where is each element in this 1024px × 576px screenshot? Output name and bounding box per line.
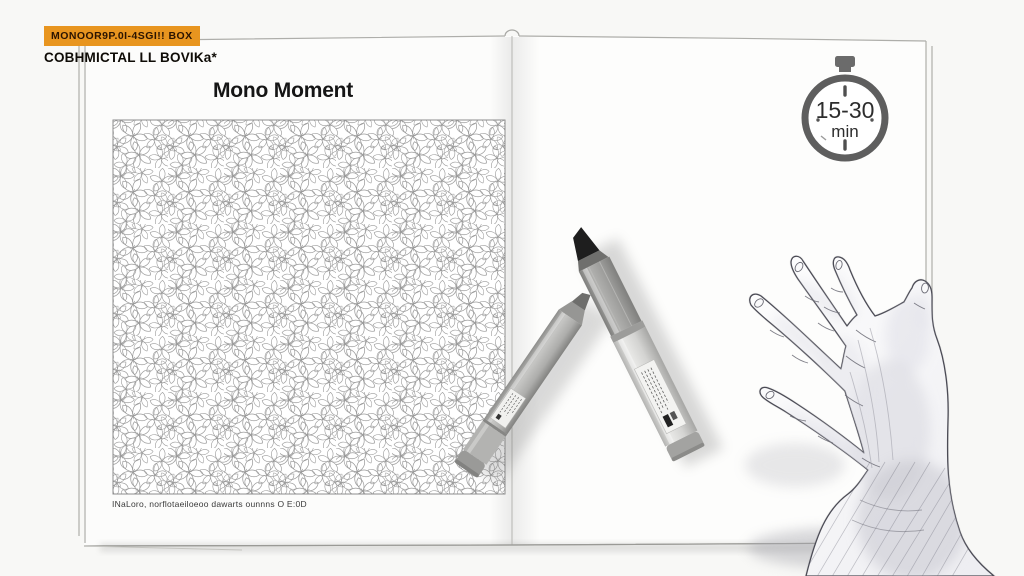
timer-range: 15-30 — [815, 97, 875, 123]
timer-unit: min — [831, 121, 859, 141]
badge — [44, 26, 200, 46]
badge-line1: MONOOR9P.0I-4SGI!! BOX — [51, 30, 193, 42]
spine-bump — [505, 30, 519, 36]
pattern-caption: INaLoro, norflotaeiloeoo dawarts ounnns O E:0D — [112, 499, 307, 509]
flower-pattern-square — [113, 120, 505, 494]
badge-line2: COBHMICTAL LL BOVIKa* — [44, 50, 217, 65]
timer-text — [800, 98, 890, 141]
page-title: Mono Moment — [213, 79, 354, 102]
